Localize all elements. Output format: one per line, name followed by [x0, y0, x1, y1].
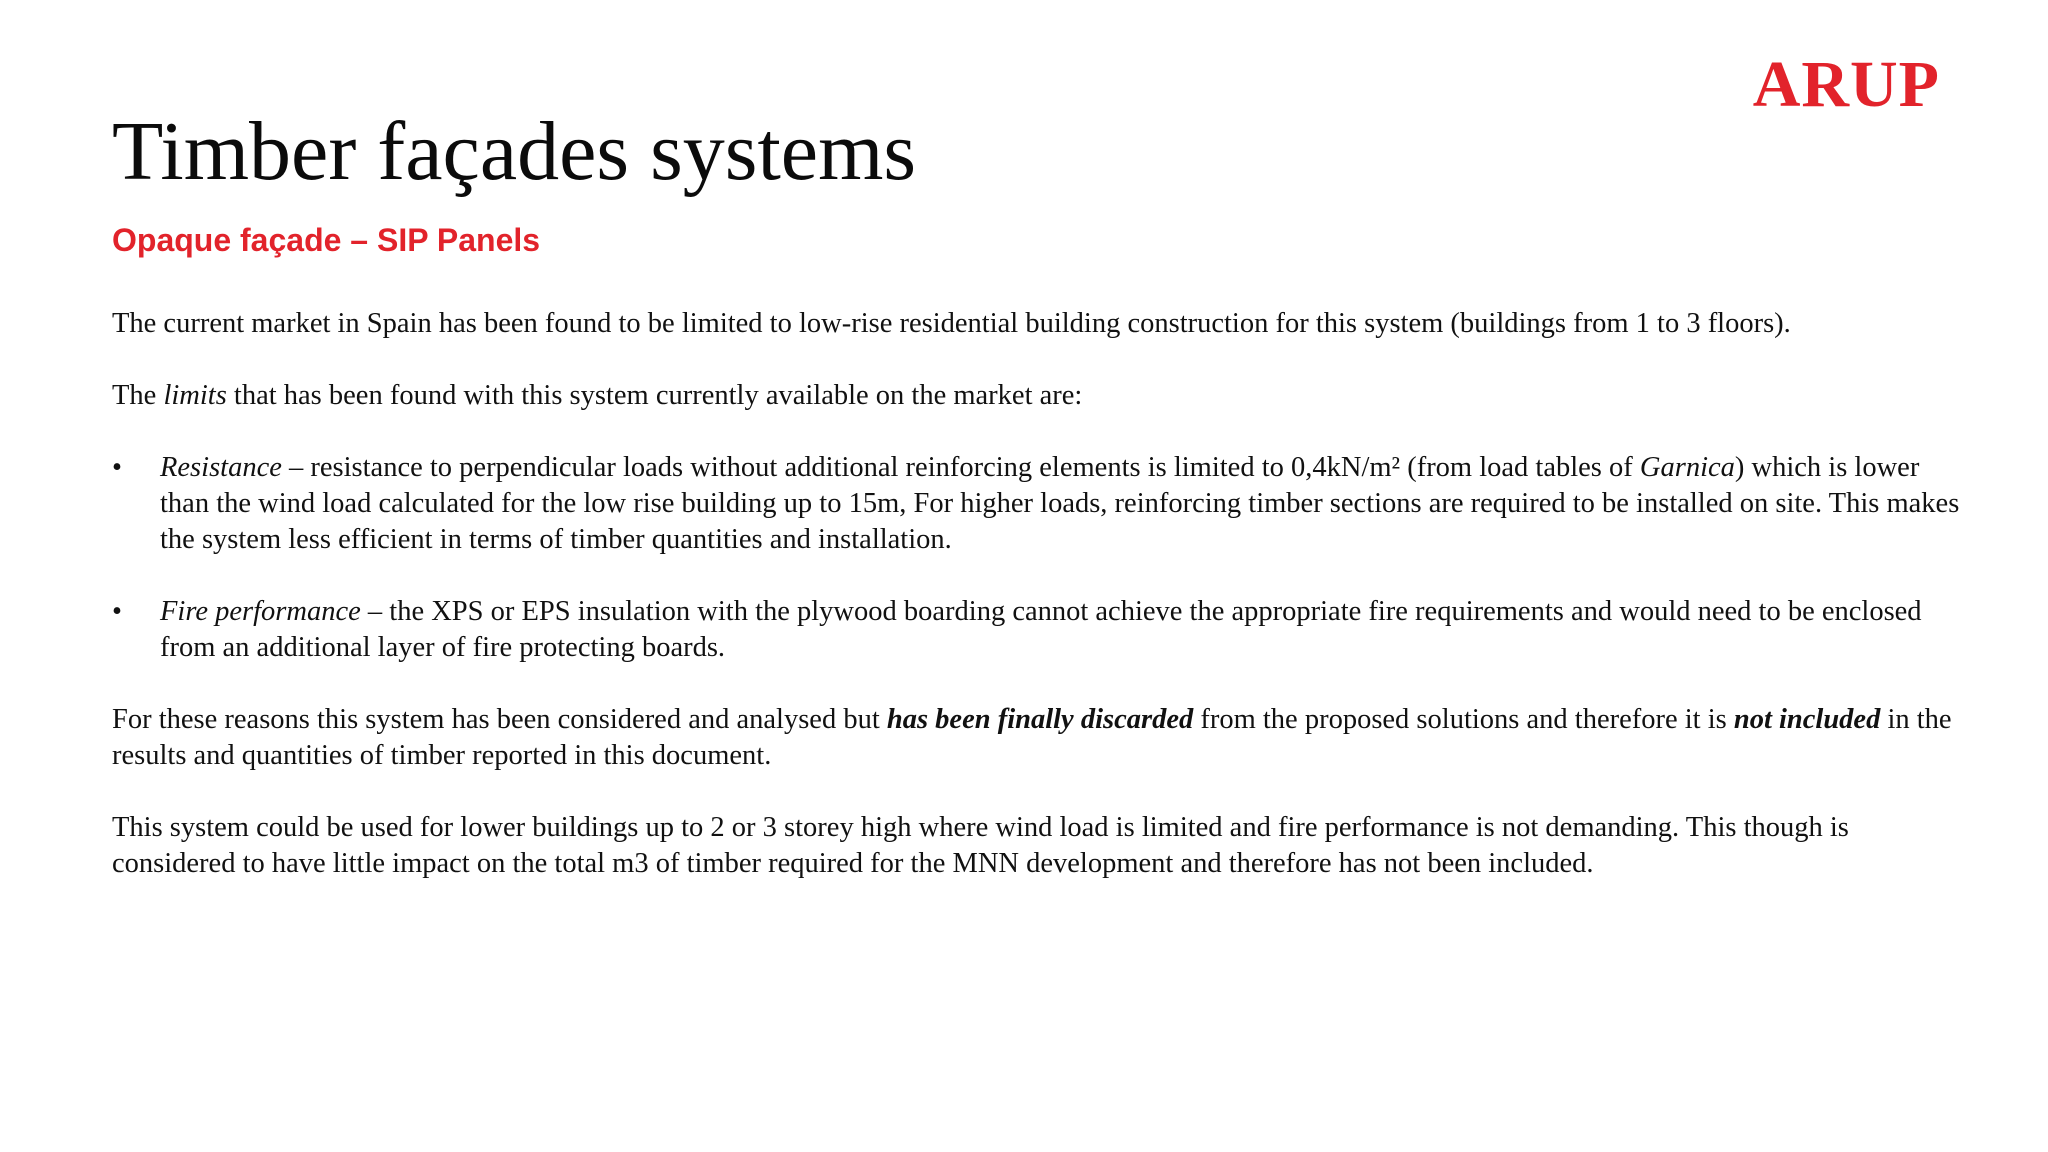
text-run: ) which is lower than the wind load calculated for the low rise building up to 15m, For higher loads, reinforcing timber sections are required to be installed on site. This makes the system less efficient in terms of timber quantities and installation.	[160, 452, 1960, 555]
emphasis-text: not included	[1733, 704, 1881, 735]
text-run: that has been found with this system currently available on the market are:	[226, 380, 1083, 411]
italic-term: Garnica	[1639, 452, 1735, 483]
italic-term: Fire performance	[160, 596, 361, 627]
bullet-icon: •	[112, 452, 122, 483]
paragraph-market: The current market in Spain has been found to be limited to low-rise residential building construction for this system (buildings from 1 to 3 floors).	[112, 308, 1791, 339]
section-subtitle: Opaque façade – SIP Panels	[112, 222, 541, 258]
paragraph-limits	[112, 378, 1962, 414]
text-run: For these reasons this system has been considered and analysed but	[112, 704, 887, 735]
paragraph-conclusion	[112, 702, 1962, 774]
limits-list	[112, 450, 1962, 666]
arup-logo: ARUP	[1752, 48, 1940, 121]
text-run: The	[112, 380, 164, 411]
text-run: – the XPS or EPS insulation with the plywood boarding cannot achieve the appropriate fire requirements and would need to be enclosed from an additional layer of fire protecting boards.	[160, 596, 1922, 663]
body-text	[112, 306, 1962, 918]
paragraph-usage: This system could be used for lower buildings up to 2 or 3 storey high where wind load is limited and fire performance is not demanding. This though is considered to have little impact on the total m3 of timber required for the MNN development and therefore has not been included.	[112, 812, 1849, 879]
text-run: – resistance to perpendicular loads without additional reinforcing elements is limited to 0,4kN/m² (from load tables of	[281, 452, 1640, 483]
list-item-fire-performance	[112, 594, 1962, 666]
italic-term: limits	[163, 380, 227, 411]
emphasis-text: has been finally discarded	[886, 704, 1194, 735]
page-title: Timber façades systems	[112, 105, 917, 198]
text-run: from the proposed solutions and therefore it is	[1193, 704, 1734, 735]
bullet-icon: •	[112, 596, 122, 627]
text-run: in the results and quantities of timber reported in this document.	[112, 704, 1952, 771]
list-item-resistance	[112, 450, 1962, 558]
italic-term: Resistance	[160, 452, 282, 483]
